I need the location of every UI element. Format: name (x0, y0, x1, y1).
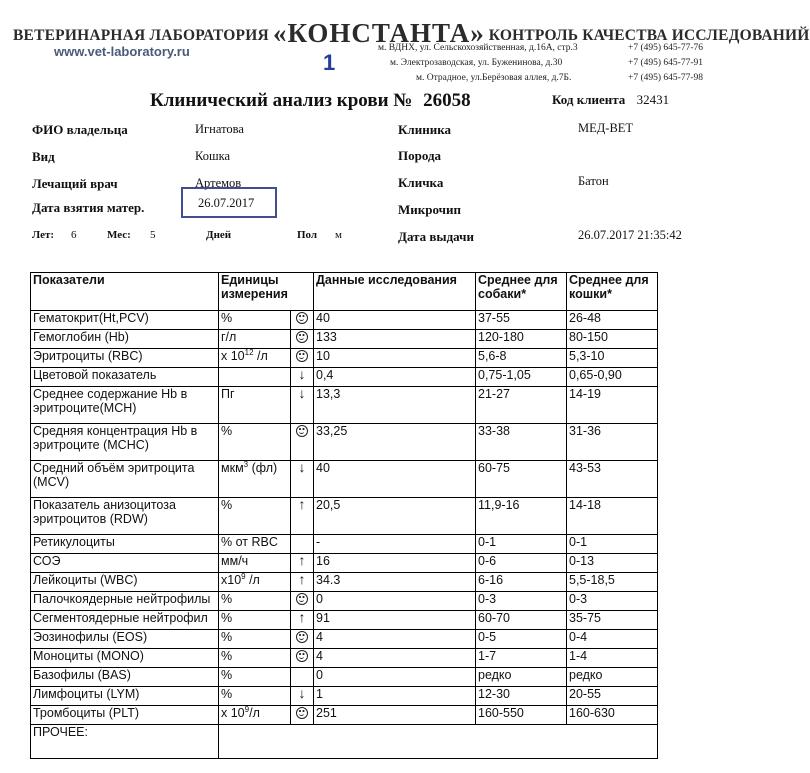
sample-date-label: Дата взятия матер. (32, 200, 145, 215)
param-unit: % от RBC (219, 535, 291, 554)
header-units: Единицы измерения (219, 273, 314, 311)
param-name: Цветовой показатель (31, 368, 219, 387)
doctor-label: Лечащий врач (32, 176, 118, 191)
phone-2: +7 (495) 645-77-91 (628, 58, 704, 68)
client-code-label: Код клиента (552, 92, 626, 107)
cat-reference: 0-13 (567, 554, 658, 573)
param-name: Сегментоядерные нейтрофил (31, 611, 219, 630)
unit-base: x 10 (221, 349, 245, 363)
table-row (31, 630, 658, 649)
unit-exponent: 9 (241, 572, 246, 581)
status-cell (291, 630, 314, 649)
param-name: Показатель анизоцитоза эритроцитов (RDW) (31, 498, 219, 535)
arrow-down-icon: ↓ (298, 459, 306, 475)
param-name: Гематокрит(Ht,PCV) (31, 311, 219, 330)
lab-prefix: ВЕТЕРИНАРНАЯ ЛАБОРАТОРИЯ (13, 27, 269, 44)
param-name: Ретикулоциты (31, 535, 219, 554)
arrow-up-icon: ↑ (298, 552, 306, 568)
result-value: 0 (314, 668, 476, 687)
param-unit: % (219, 649, 291, 668)
report-number: 26058 (423, 90, 471, 111)
result-value: 40 (314, 461, 476, 498)
dog-reference: 11,9-16 (476, 498, 567, 535)
client-code-value: 32431 (636, 92, 670, 107)
smiley-normal-icon (296, 631, 308, 643)
table-row (31, 592, 658, 611)
result-value: - (314, 535, 476, 554)
arrow-up-icon: ↑ (298, 571, 306, 587)
table-header-row (31, 273, 658, 311)
months-label: Мес: (107, 229, 131, 241)
address-3: м. Отрадное, ул.Берёзовая аллея, д.7Б. (416, 73, 572, 83)
param-unit: % (219, 311, 291, 330)
table-row (31, 387, 658, 424)
smiley-normal-icon (296, 350, 308, 362)
owner-value: Игнатова (195, 122, 244, 136)
param-unit: % (219, 668, 291, 687)
param-name: СОЭ (31, 554, 219, 573)
dog-reference: редко (476, 668, 567, 687)
unit-exponent: 12 (244, 348, 254, 357)
table-row (31, 535, 658, 554)
param-name: Лейкоциты (WBC) (31, 573, 219, 592)
client-code (552, 92, 669, 108)
cat-reference: 5,3-10 (567, 349, 658, 368)
address-1: м. ВДНХ, ул. Сельскохозяйственная, д.16А, стр.3 (378, 43, 578, 53)
status-cell (291, 498, 314, 535)
table-row (31, 706, 658, 725)
status-cell (291, 387, 314, 424)
result-value: 0,4 (314, 368, 476, 387)
cat-reference: 80-150 (567, 330, 658, 349)
dog-reference: 12-30 (476, 687, 567, 706)
arrow-up-icon: ↑ (298, 609, 306, 625)
report-title: Клинический анализ крови № (150, 90, 413, 111)
param-unit: % (219, 630, 291, 649)
breed-label: Порода (398, 148, 442, 163)
status-cell (291, 706, 314, 725)
unit-suffix: /л (249, 706, 260, 720)
lab-suffix: КОНТРОЛЬ КАЧЕСТВА ИССЛЕДОВАНИЙ (488, 27, 810, 44)
param-name: Тромбоциты (PLT) (31, 706, 219, 725)
dog-reference: 0-1 (476, 535, 567, 554)
cat-reference: 14-18 (567, 498, 658, 535)
microchip-label: Микрочип (398, 202, 461, 217)
param-unit: % (219, 611, 291, 630)
param-unit: % (219, 687, 291, 706)
days-label: Дней (206, 229, 232, 241)
header-result: Данные исследования (314, 273, 476, 311)
result-value: 1 (314, 687, 476, 706)
issue-date-value: 26.07.2017 21:35:42 (578, 228, 682, 242)
dog-reference: 0-5 (476, 630, 567, 649)
status-cell (291, 687, 314, 706)
status-cell (291, 611, 314, 630)
unit-exponent: 3 (243, 460, 249, 469)
header-cat: Среднее для кошки* (567, 273, 658, 311)
phone-1: +7 (495) 645-77-76 (628, 43, 704, 53)
sex-label: Пол (297, 229, 318, 241)
dog-reference: 37-55 (476, 311, 567, 330)
smiley-normal-icon (296, 331, 308, 343)
param-name: Лимфоциты (LYM) (31, 687, 219, 706)
result-value: 133 (314, 330, 476, 349)
result-value: 34.3 (314, 573, 476, 592)
result-value: 4 (314, 630, 476, 649)
smiley-normal-icon (296, 593, 308, 605)
unit-base: мкм (221, 461, 244, 475)
header-dog: Среднее для собаки* (476, 273, 567, 311)
cat-reference: 20-55 (567, 687, 658, 706)
cat-reference: редко (567, 668, 658, 687)
other-row (31, 725, 658, 759)
website-link[interactable]: www.vet-laboratory.ru (54, 44, 190, 59)
param-name: Средняя концентрация Hb в эритроците (MCHC) (31, 424, 219, 461)
table-row (31, 461, 658, 498)
results-table (30, 272, 658, 759)
table-row (31, 611, 658, 630)
result-value: 16 (314, 554, 476, 573)
page-title (150, 90, 471, 112)
param-unit: % (219, 424, 291, 461)
years-label: Лет: (32, 229, 55, 241)
clinic-value: МЕД-ВЕТ (578, 121, 634, 135)
dog-reference: 1-7 (476, 649, 567, 668)
unit-exponent: 9 (244, 705, 250, 714)
status-cell (291, 573, 314, 592)
sex-value: м (335, 229, 342, 241)
smiley-normal-icon (296, 312, 308, 324)
table-row (31, 668, 658, 687)
cat-reference: 43-53 (567, 461, 658, 498)
param-unit: Пг (219, 387, 291, 424)
status-cell (291, 368, 314, 387)
years-value: 6 (71, 229, 77, 241)
arrow-up-icon: ↑ (298, 496, 306, 512)
result-value: 33,25 (314, 424, 476, 461)
result-value: 4 (314, 649, 476, 668)
status-cell (291, 668, 314, 687)
other-label: ПРОЧЕЕ: (31, 725, 219, 759)
cat-reference: 35-75 (567, 611, 658, 630)
table-row (31, 498, 658, 535)
param-name: Гемоглобин (Hb) (31, 330, 219, 349)
cat-reference: 5,5-18,5 (567, 573, 658, 592)
cat-reference: 14-19 (567, 387, 658, 424)
table-row (31, 349, 658, 368)
doctor-value: Артемов (195, 176, 242, 190)
dog-reference: 60-75 (476, 461, 567, 498)
result-value: 91 (314, 611, 476, 630)
clinic-label: Клиника (398, 122, 451, 137)
cat-reference: 0-4 (567, 630, 658, 649)
arrow-down-icon: ↓ (298, 385, 306, 401)
param-name: Эозинофилы (EOS) (31, 630, 219, 649)
dog-reference: 0-6 (476, 554, 567, 573)
table-row (31, 424, 658, 461)
status-cell (291, 424, 314, 461)
status-cell (291, 330, 314, 349)
dog-reference: 0,75-1,05 (476, 368, 567, 387)
status-cell (291, 649, 314, 668)
param-name: Среднее содержание Hb в эритроците(MCH) (31, 387, 219, 424)
result-value: 13,3 (314, 387, 476, 424)
lab-name: «КОНСТАНТА» (272, 18, 485, 48)
param-name: Палочкоядерные нейтрофилы (31, 592, 219, 611)
unit-suffix: /л (253, 349, 268, 363)
unit-base: x10 (221, 573, 242, 587)
table-row (31, 311, 658, 330)
cat-reference: 1-4 (567, 649, 658, 668)
result-value: 20,5 (314, 498, 476, 535)
address-2: м. Электрозаводская, ул. Буженинова, д.30 (390, 58, 563, 68)
param-unit (219, 706, 291, 725)
status-cell (291, 554, 314, 573)
owner-label: ФИО владельца (32, 122, 128, 137)
page-number: 1 (323, 50, 336, 75)
table-row (31, 687, 658, 706)
param-unit: г/л (219, 330, 291, 349)
species-value: Кошка (195, 149, 231, 163)
dog-reference: 120-180 (476, 330, 567, 349)
unit-suffix: /л (245, 573, 260, 587)
dog-reference: 160-550 (476, 706, 567, 725)
cat-reference: 26-48 (567, 311, 658, 330)
pet-name-value: Батон (578, 174, 609, 188)
table-row (31, 573, 658, 592)
param-unit: % (219, 498, 291, 535)
param-unit: мм/ч (219, 554, 291, 573)
table-row (31, 649, 658, 668)
unit-suffix: (фл) (248, 461, 278, 475)
cat-reference: 160-630 (567, 706, 658, 725)
result-value: 10 (314, 349, 476, 368)
status-cell (291, 535, 314, 554)
status-cell (291, 461, 314, 498)
result-value: 251 (314, 706, 476, 725)
header-param: Показатели (31, 273, 219, 311)
phone-3: +7 (495) 645-77-98 (628, 73, 704, 83)
dog-reference: 0-3 (476, 592, 567, 611)
table-row (31, 554, 658, 573)
param-unit: % (219, 592, 291, 611)
dog-reference: 33-38 (476, 424, 567, 461)
table-row (31, 330, 658, 349)
issue-date-label: Дата выдачи (398, 229, 474, 244)
unit-base: x 10 (221, 706, 245, 720)
param-name: Базофилы (BAS) (31, 668, 219, 687)
param-unit (219, 368, 291, 387)
param-name: Средний объём эритроцита (MCV) (31, 461, 219, 498)
param-unit (219, 573, 291, 592)
result-value: 40 (314, 311, 476, 330)
status-cell (291, 349, 314, 368)
param-name: Моноциты (MONO) (31, 649, 219, 668)
other-content (219, 725, 658, 759)
smiley-normal-icon (296, 650, 308, 662)
dog-reference: 60-70 (476, 611, 567, 630)
result-value: 0 (314, 592, 476, 611)
cat-reference: 0-1 (567, 535, 658, 554)
cat-reference: 0,65-0,90 (567, 368, 658, 387)
param-unit (219, 461, 291, 498)
status-cell (291, 592, 314, 611)
table-row (31, 368, 658, 387)
arrow-down-icon: ↓ (298, 685, 306, 701)
arrow-down-icon: ↓ (298, 366, 306, 382)
sample-date-value: 26.07.2017 (198, 196, 255, 210)
param-name: Эритроциты (RBC) (31, 349, 219, 368)
param-unit (219, 349, 291, 368)
cat-reference: 0-3 (567, 592, 658, 611)
dog-reference: 5,6-8 (476, 349, 567, 368)
smiley-normal-icon (296, 707, 308, 719)
months-value: 5 (150, 229, 156, 241)
pet-name-label: Кличка (398, 175, 444, 190)
species-label: Вид (32, 149, 55, 164)
dog-reference: 21-27 (476, 387, 567, 424)
dog-reference: 6-16 (476, 573, 567, 592)
status-cell (291, 311, 314, 330)
cat-reference: 31-36 (567, 424, 658, 461)
smiley-normal-icon (296, 425, 308, 437)
